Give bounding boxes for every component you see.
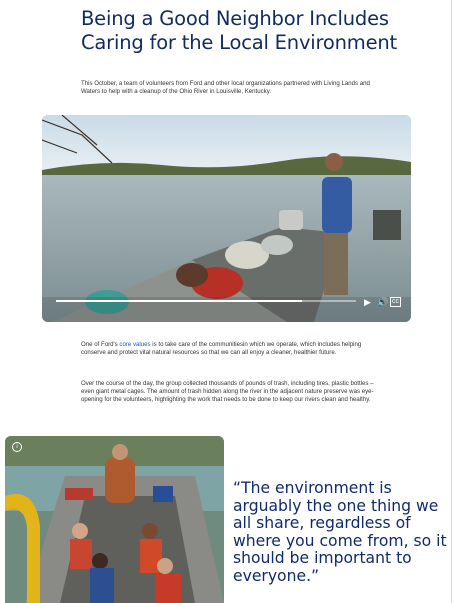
video-progress-fill: [56, 300, 302, 302]
play-icon[interactable]: ▶: [364, 297, 371, 307]
captions-icon[interactable]: cc: [392, 298, 399, 305]
page-edge-rule: [451, 0, 452, 603]
video-frame-river-cleanup: [42, 115, 411, 322]
paragraph-text: One of Ford's: [81, 341, 120, 348]
intro-paragraph: This October, a team of volunteers from Ford and other local organizations partnered with Living Lands and Waters to help with a cleanup of the Ohio River in Louisville, Kentucky.: [81, 80, 370, 95]
core-values-paragraph: [81, 341, 381, 357]
core-values-link[interactable]: core values: [119, 341, 151, 348]
pull-quote: “The environment is arguably the one thing we all share, regardless of where you come from, so it should be important to everyone.”: [233, 479, 447, 585]
volume-icon[interactable]: 🔊: [377, 297, 389, 307]
volunteers-boat-photo: [5, 436, 224, 603]
info-icon[interactable]: i: [12, 442, 22, 452]
video-player[interactable]: [42, 115, 411, 322]
page-title: Being a Good Neighbor Includes Caring for the Local Environment: [81, 7, 397, 54]
paragraph-text-2: is to take care of the communitiesin which we operate, which includes helping conserve and protect vital natural resources so that we can all enjoy a cleaner, healthier future.: [81, 341, 362, 356]
trash-collected-paragraph: Over the course of the day, the group collected thousands of pounds of trash, including tires, plastic bottles – even giant metal cages. The amount of trash hidden along the river in the adjacent nature preserve was eye-opening for the volunteers, highlighting the work that needs to be done to keep our rivers clean and healthy.: [81, 380, 374, 403]
